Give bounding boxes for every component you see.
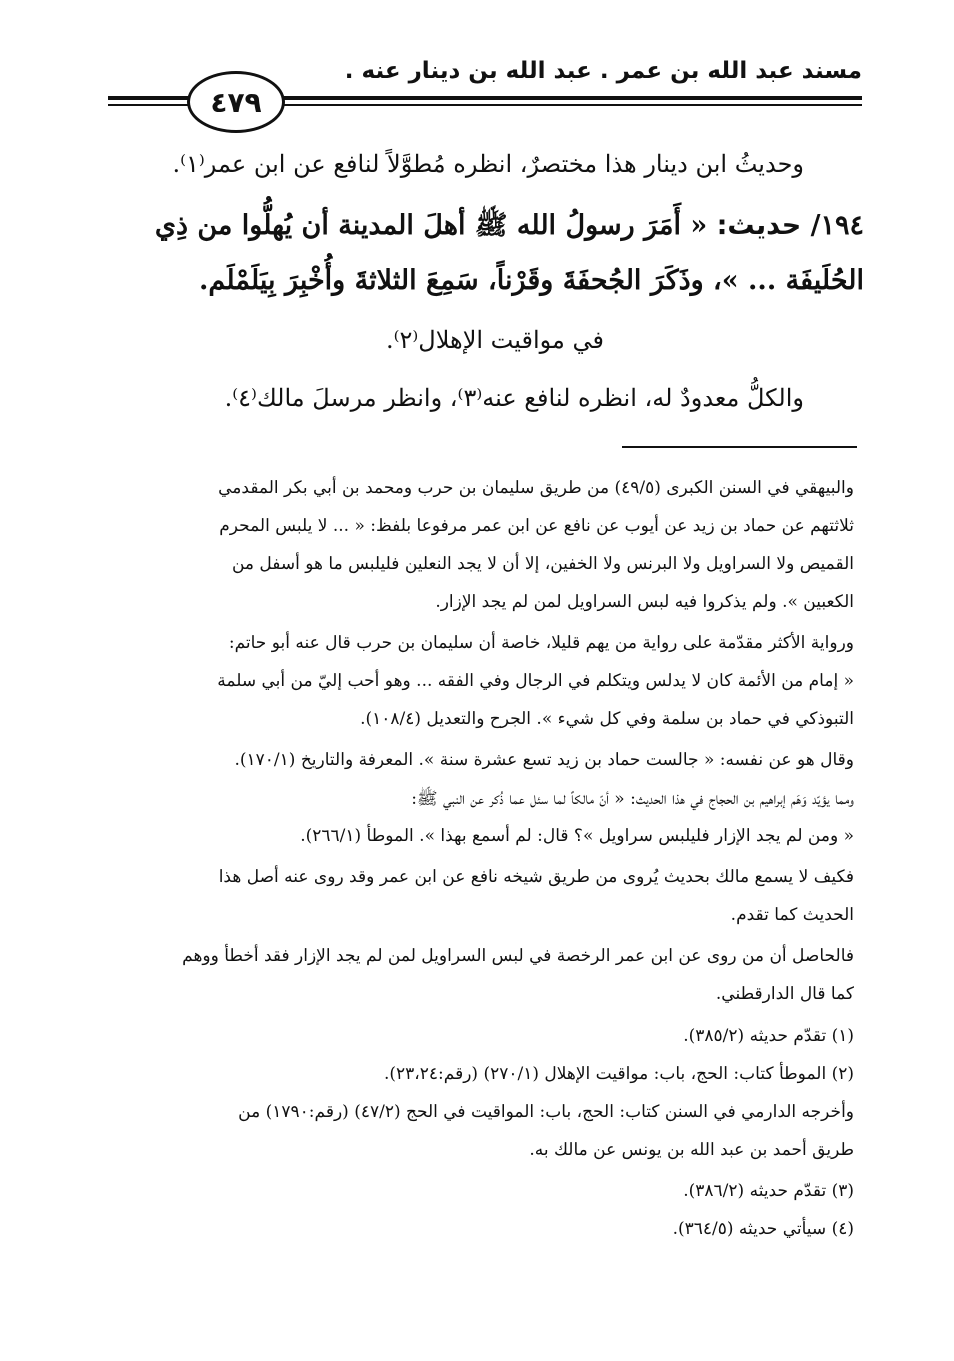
hadith-line-2: الحُلَيفَة ... »، وذَكَرَ الجُحفَةَ وقَرْناً، سَمِعَ الثلاثةَ وأُخْبِرَ بِيَلَمْلَم. xyxy=(199,265,864,296)
hadith-text-1: « أَمَرَ رسولُ الله ﷺ أهلَ المدينة أن يُهلُّوا من ذِي xyxy=(154,210,708,241)
running-title: مسند عبد الله بن عمر . عبد الله بن دينار عنه . xyxy=(344,58,862,84)
note-line: كما قال الدارقطني. xyxy=(715,984,854,1004)
note-line: فكيف لا يسمع مالك بحديث يُروى من طريق شيخه نافع عن ابن عمر وقد روى عنه أصل هذا xyxy=(218,867,854,887)
hadith-label: حديث: xyxy=(716,210,802,241)
note-line: التبوذكي في حماد بن سلمة وفي كل شيء ». الجرح والتعديل (١٠٨/٤). xyxy=(360,709,854,729)
footnote-separator xyxy=(622,446,857,448)
main-line-1: وحديثُ ابن دينار هذا مختصرٌ، انظره مُطوَّلاً لنافع عن ابن عمر⁽١⁾. xyxy=(172,150,804,178)
note-line: الكعبين ». ولم يذكروا فيه لبس السراويل لمن لم يجد الإزار. xyxy=(435,592,854,612)
note-line: ثلاثتهم عن حماد بن زيد عن أيوب عن نافع عن ابن عمر مرفوعا بلفظ: « ... لا يلبس المحرم xyxy=(219,516,854,536)
note-line: (٣) تقدّم حديثه (٣٨٦/٢). xyxy=(683,1181,854,1201)
main-line-4: في مواقيت الإهلال⁽٢⁾. xyxy=(385,326,604,354)
main-line-5: والكلُّ معدودٌ له، انظره لنافع عنه⁽٣⁾، وانظر مرسلَ مالك⁽٤⁾. xyxy=(224,384,804,412)
note-line: ورواية الأكثر مقدّمة على رواية من يهم قليلا، خاصة أن سليمان بن حرب قال عنه أبو حاتم: xyxy=(228,633,854,653)
note-line: القميص ولا السراويل ولا البرنس ولا الخفين، إلا أن لا يجد النعلين فليلبس ما هو أسفل من xyxy=(231,554,854,574)
note-line: « ومن لم يجد الإزار فليلبس سراويل »؟ قال: لم أسمع بهذا ». الموطأ (٢٦٦/١). xyxy=(300,826,854,846)
note-line: « إمام من الأئمة كان لا يدلس ويتكلم في الرجال وفي الفقه ... وهو أحب إليّ من أبي سلمة xyxy=(217,671,854,691)
hadith-line-1 xyxy=(100,208,864,248)
page-number: ٤٧٩ xyxy=(187,71,285,133)
main-text xyxy=(100,150,864,430)
note-line: الحديث كما تقدم. xyxy=(730,905,854,925)
note-line: والبيهقي في السنن الكبرى (٤٩/٥) من طريق سليمان بن حرب ومحمد بن أبي بكر المقدمي xyxy=(218,478,854,498)
note-line: (١) تقدّم حديثه (٣٨٥/٢). xyxy=(683,1026,854,1046)
note-line: فالحاصل أن من روى عن ابن عمر الرخصة في لبس السراويل لمن لم يجد الإزار فقد أخطأ ووهم xyxy=(182,946,854,966)
note-line: وقال هو عن نفسه: « جالست حماد بن زيد تسع عشرة سنة ». المعرفة والتاريخ (١٧٠/١). xyxy=(234,750,854,770)
note-line: طريق أحمد بن عبد الله بن يونس عن مالك به. xyxy=(529,1140,854,1160)
hadith-number: ١٩٤/ xyxy=(810,210,864,241)
note-line: (٢) الموطأ كتاب: الحج، باب: مواقيت الإهلال (٢٧٠/١) (رقم:٢٣،٢٤). xyxy=(383,1064,854,1084)
footnotes xyxy=(100,478,854,1308)
note-line: (٤) سيأتي حديثه (٣٦٤/٥). xyxy=(672,1219,854,1239)
note-line: ومما يؤيّد وَهَم إبراهيم بن الحجاج في هذا الحديث: « أنّ مالكاً لما سئل عما ذُكر عن النبي ﷺ: xyxy=(411,789,854,809)
note-line: وأخرجه الدارمي في السنن كتاب: الحج، باب: المواقيت في الحج (٤٧/٢) (رقم:١٧٩٠) من xyxy=(238,1102,854,1122)
